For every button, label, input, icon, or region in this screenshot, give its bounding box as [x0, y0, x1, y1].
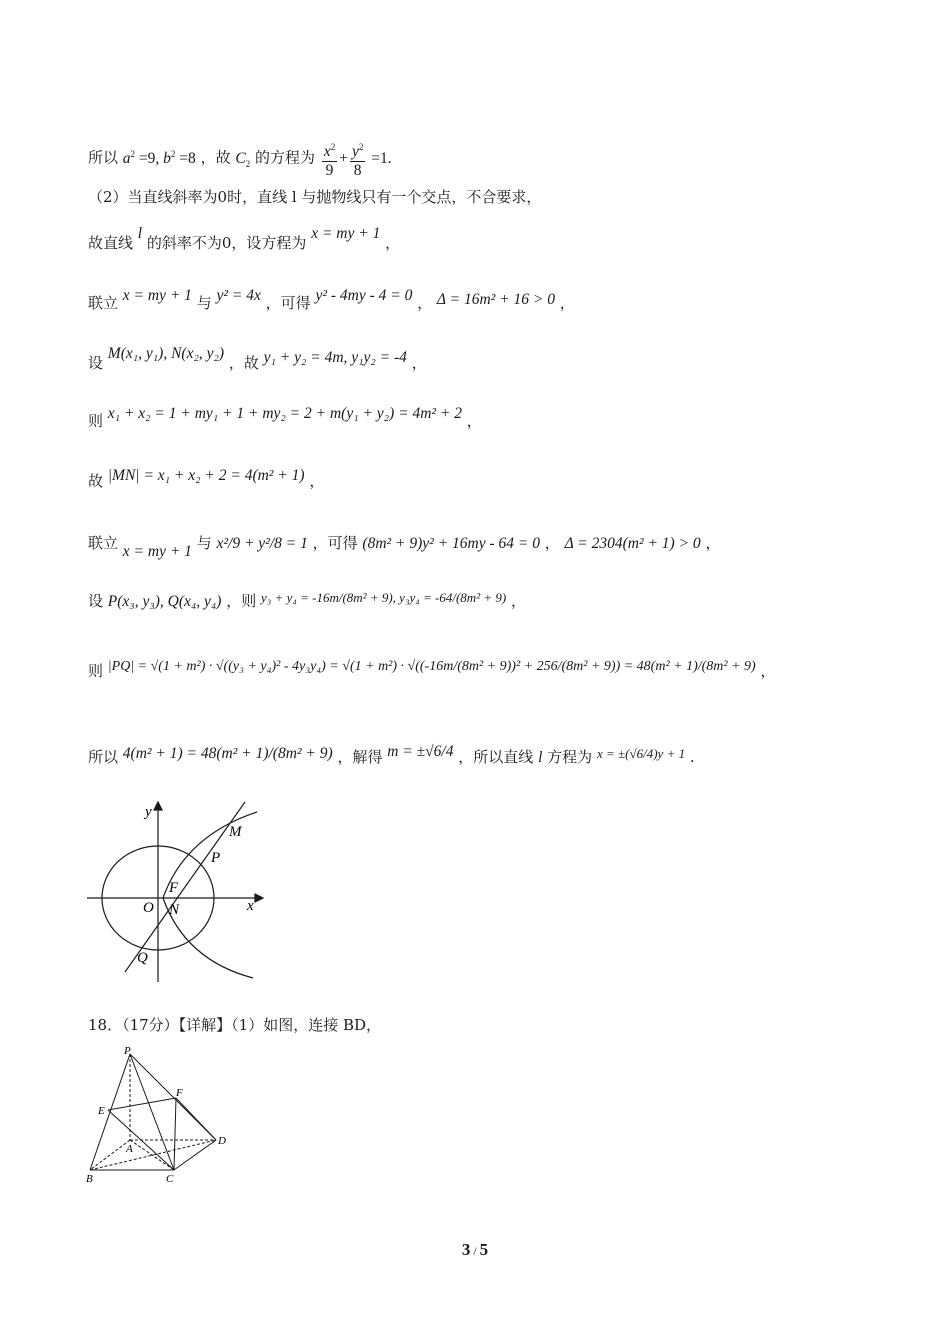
solution-line-9: 设 P(x₃, y₃), Q(x₄, y₄) ，则 y₃ + y₄ = -16m/(8m² + 9), y₃y₄ = -64/(8m² + 9) ，: [88, 590, 526, 610]
edge-FD: [176, 1098, 216, 1140]
figure-pyramid: [82, 1044, 242, 1184]
line-equation: x = my + 1: [311, 225, 381, 242]
line-l: [125, 802, 245, 972]
label-y: y: [145, 804, 152, 820]
label-P: P: [124, 1045, 131, 1057]
label-Q: Q: [137, 950, 148, 966]
label-E: E: [98, 1105, 105, 1117]
solution-line-3: 故直线 l 的斜率不为0，设方程为 x = my + 1 ，: [88, 225, 401, 252]
page-number: 3 / 5: [461, 1240, 489, 1259]
edge-AC: [130, 1140, 174, 1170]
label-D: D: [218, 1135, 226, 1147]
edge-FC: [174, 1098, 176, 1170]
label-F: F: [176, 1087, 183, 1099]
formula-c2: $C_2$: [235, 149, 251, 169]
y-axis-arrow-icon: [154, 802, 162, 810]
label-A: A: [126, 1143, 133, 1155]
solution-line-1: 所以 $a^2 =9$, $b^2 =8$ ，故 $C_2$ 的方程为 $\frac{x^2}{9}$ + $\frac{y^2}{8}$ =1.: [88, 138, 392, 180]
solution-line-2: （2）当直线斜率为0时，直线 l 与抛物线只有一个交点，不合要求，: [88, 188, 542, 206]
label-B: B: [86, 1173, 93, 1184]
edge-PC: [130, 1054, 174, 1170]
label-x: x: [247, 898, 254, 914]
label-M: M: [229, 824, 242, 840]
x-axis-arrow-icon: [255, 894, 263, 902]
solution-line-6: 则 x₁ + x₂ = 1 + my₁ + 1 + my₂ = 2 + m(y₁ + y₂) = 4m² + 2 ，: [88, 405, 482, 430]
edge-EF: [108, 1098, 176, 1110]
label-N: N: [169, 902, 180, 918]
ellipse-equation: $\frac{x^2}{9}$ + $\frac{y^2}{8}$ =1.: [320, 150, 392, 167]
solution-line-11: 所以 4(m² + 1) = 48(m² + 1)/(8m² + 9) ，解得 m = ±√6/4 ，所以直线 l 方程为 x = ±(√6/4)y + 1 .: [88, 743, 695, 766]
edge-BD: [90, 1140, 216, 1170]
edge-CD: [174, 1140, 216, 1170]
solution-line-12: 18．（17分）【详解】（1）如图，连接 BD，: [88, 1016, 382, 1034]
figure-ellipse-parabola: [85, 796, 285, 986]
solution-line-5: 设 M(x₁, y₁), N(x₂, y₂) ，故 y₁ + y₂ = 4m, y₁y₂ = -4 ，: [88, 345, 427, 372]
solution-line-8: 联立 x = my + 1 与 x²/9 + y²/8 = 1 ，可得 (8m² + 9)y² + 16my - 64 = 0 ， Δ = 2304(m² + 1) > 0 ，: [88, 534, 721, 560]
label-C: C: [166, 1173, 174, 1184]
solution-line-4: 联立 x = my + 1 与 y² = 4x ，可得 y² - 4my - 4 = 0 ， Δ = 16m² + 16 > 0 ，: [88, 287, 575, 312]
formula-a-b: $a^2 =9$, $b^2 =8$: [122, 148, 196, 167]
solution-line-10: 则 |PQ| = √(1 + m²) · √((y₃ + y₄)² - 4y₃y₄) = √(1 + m²) · √((-16m/(8m² + 9))² + 256/(8m² + 9)) = 48(m² + 1)/(8m² + 9) ，: [88, 659, 776, 680]
label-F: F: [169, 880, 179, 896]
label-O: O: [143, 900, 154, 916]
label-P: P: [211, 850, 221, 866]
solution-line-7: 故 |MN| = x₁ + x₂ + 2 = 4(m² + 1) ，: [88, 467, 325, 490]
